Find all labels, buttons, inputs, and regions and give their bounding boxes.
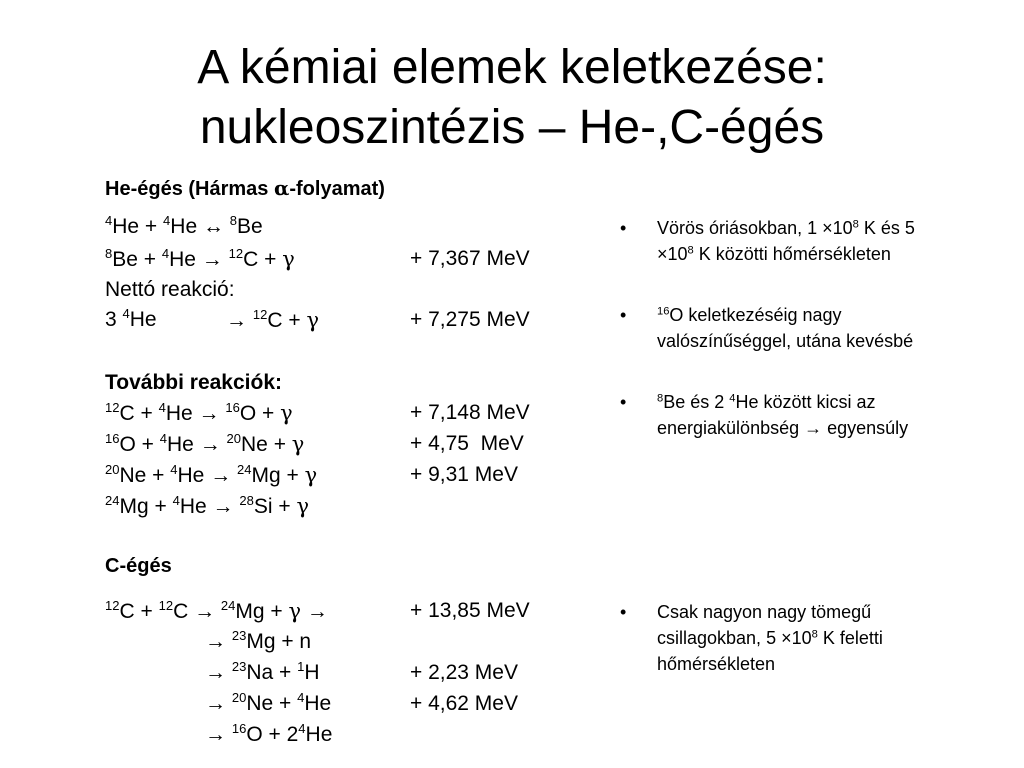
- c-branch: → $^{23}$Mg + n: [205, 628, 312, 653]
- reaction-he-he-be: $^4$He + $^4$He ↔ $^8$Be: [105, 213, 263, 238]
- c-branch: → $^{20}$Ne + $^4$He: [205, 690, 332, 715]
- c-branch: → $^{16}O + 2^4He$: [205, 721, 333, 746]
- energy-value: + 7,275 MeV: [410, 308, 530, 331]
- reaction-row: $^{20}$Ne + $^4$He → $^{24}$Mg + γ: [105, 462, 318, 487]
- reaction-row: $^{16}$O + $^4$He → $^{20}$Ne + γ: [105, 431, 305, 456]
- energy-value: + 9,31 MeV: [410, 463, 518, 486]
- reaction-net-product: → $^{12}$C + γ: [226, 307, 319, 332]
- he-burning-heading: He-égés (Hármas α-folyamat): [105, 176, 385, 200]
- slide-title: [0, 38, 1024, 158]
- alpha-symbol: α: [273, 176, 290, 200]
- energy-value: + 4,75 MeV: [410, 432, 524, 455]
- title-line-1: A kémiai elemek keletkezése:: [197, 41, 827, 94]
- further-reactions-heading: További reakciók:: [105, 371, 283, 394]
- bullet-item: • $^8$Be és 2 $^4$He között kicsi az energiakülönbség → egyensúly: [620, 389, 950, 441]
- reaction-net: 3 $^4$He: [105, 306, 157, 331]
- c-burning-heading: C-égés: [105, 555, 172, 577]
- energy-value: + 4,62 MeV: [410, 692, 518, 715]
- energy-value: + 13,85 MeV: [410, 599, 530, 622]
- net-reaction-label: Nettó reakció:: [105, 278, 235, 301]
- energy-value: + 7,148 MeV: [410, 401, 530, 424]
- bullet-item: • Vörös óriásokban, $1 \times 10^8$ K és $5 \times 10^8$ K közötti hőmérsékleten: [620, 215, 950, 267]
- energy-value: + 2,23 MeV: [410, 661, 518, 684]
- bullet-marker: •: [620, 305, 627, 325]
- reaction-row: $^{24}$Mg + $^4$He → $^{28}$Si + γ: [105, 493, 310, 518]
- energy-value: + 7,367 MeV: [410, 247, 530, 270]
- bullet-marker: •: [620, 218, 627, 238]
- c-branch: → $^{23}$Na + $^1$H: [205, 659, 320, 684]
- reaction-row: $^{12}$C + $^4$He → $^{16}$O + γ: [105, 400, 293, 425]
- reaction-c-c: $^{12}$C + $^{12}$C → $^{24}$Mg + γ →: [105, 598, 328, 623]
- bullet-marker: •: [620, 602, 627, 622]
- bullet-marker: •: [620, 392, 627, 412]
- bullet-item: • Csak nagyon nagy tömegű csillagokban, $5 \times 10^8$ K feletti hőmérsékleten: [620, 599, 950, 677]
- bullet-item: • $^{16}$O keletkezéséig nagy valószínűséggel, utána kevésbé: [620, 302, 950, 354]
- title-line-2: nukleoszintézis – He-,C-égés: [199, 101, 825, 154]
- reaction-be-he-c: $^8$Be + $^4$He → $^{12}$C + γ: [105, 246, 295, 271]
